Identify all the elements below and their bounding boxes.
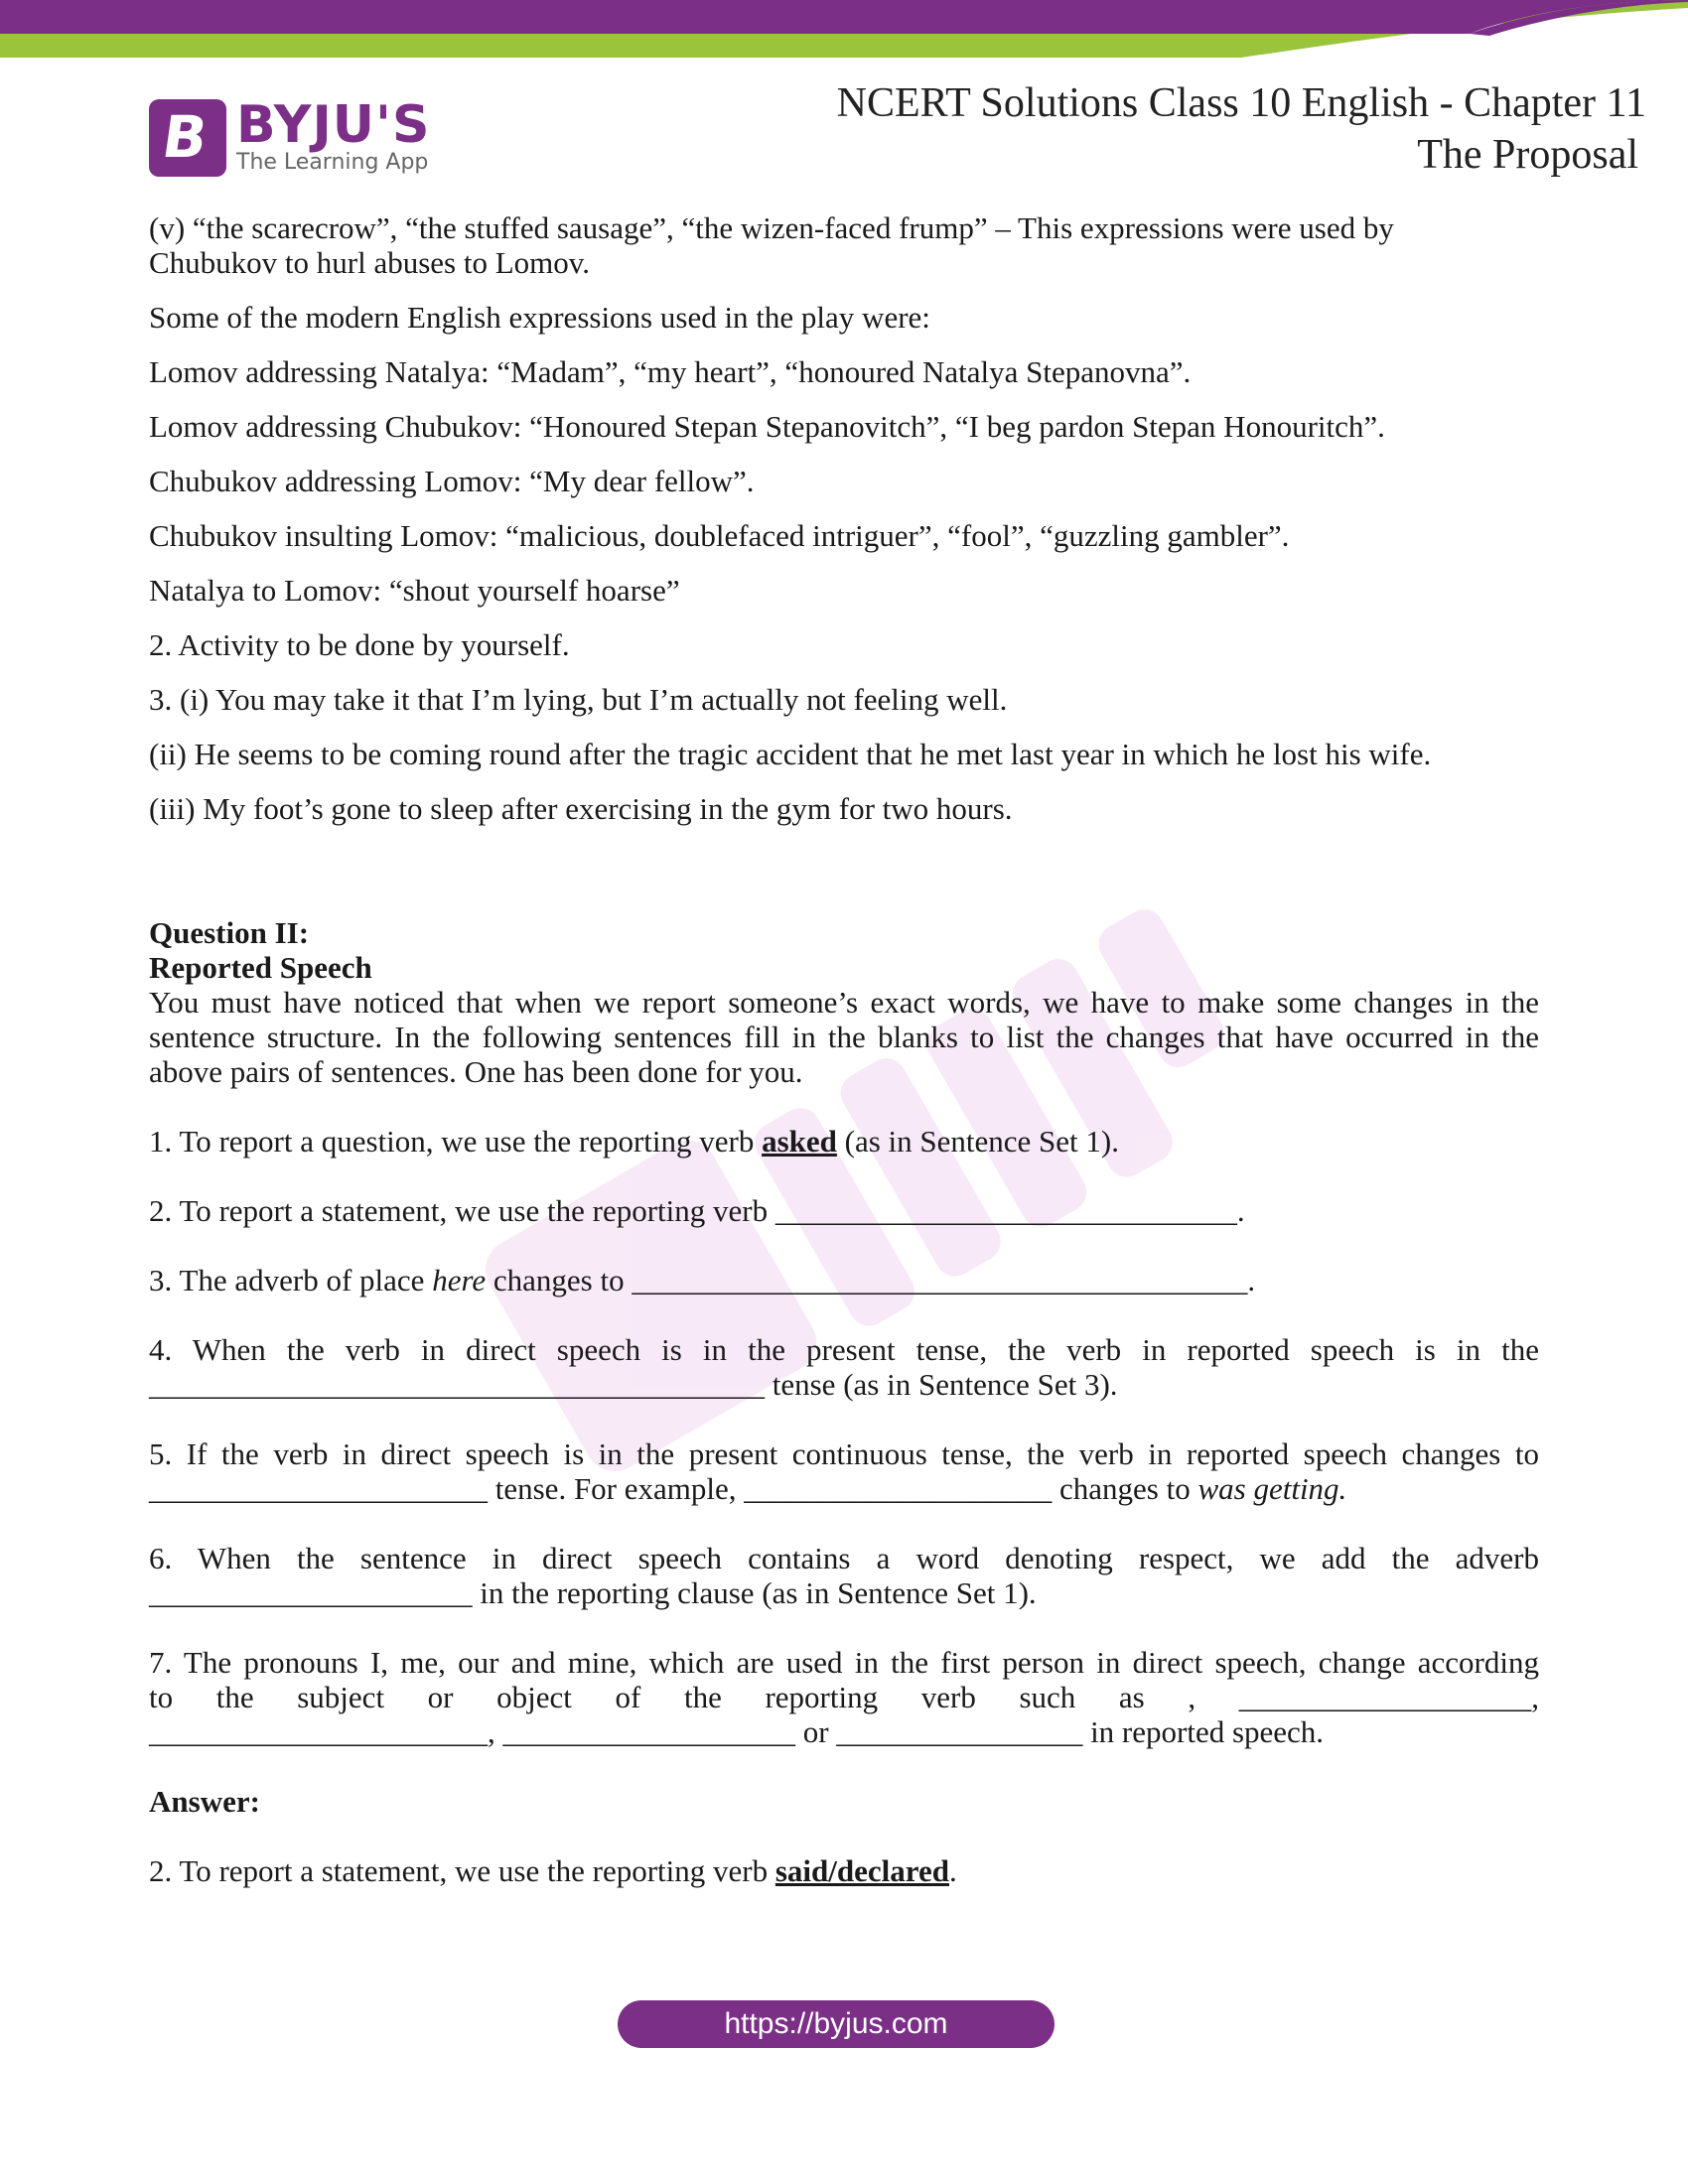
logo-tagline: The Learning App <box>236 150 429 175</box>
answer-asked: asked <box>762 1124 837 1159</box>
logo-name: BYJU'S <box>236 95 431 155</box>
para-insult: Chubukov insulting Lomov: “malicious, doublefaced intriguer”, “fool”, “guzzling gambler”. <box>149 518 1290 553</box>
title-line-1: NCERT Solutions Class 10 English - Chapter 11 <box>836 80 1646 126</box>
byjus-logo <box>149 97 430 179</box>
question-5-line2: ______________________ tense. For example, ____________________ changes to was getting. <box>149 1471 1347 1506</box>
answer-2: 2. To report a statement, we use the reporting verb said/declared. <box>149 1853 957 1888</box>
para-chubukov: Lomov addressing Chubukov: “Honoured Stepan Stepanovitch”, “I beg pardon Stepan Honouritch”. <box>149 409 1385 444</box>
para-v-line1: (v) “the scarecrow”, “the stuffed sausage”, “the wizen-faced frump” – This expressions were used by <box>149 210 1394 245</box>
question-subheading: Reported Speech <box>149 950 372 985</box>
question-4-line1: 4. When the verb in direct speech is in the present tense, the verb in reported speech is in the <box>149 1332 1539 1367</box>
question-6-line1: 6. When the sentence in direct speech contains a word denoting respect, we add the adverb <box>149 1541 1539 1575</box>
question-heading: Question II: <box>149 915 310 950</box>
para-3-iii: (iii) My foot’s gone to sleep after exercising in the gym for two hours. <box>149 791 1013 826</box>
answer-heading: Answer: <box>149 1784 260 1819</box>
question-6-line2: _____________________ in the reporting clause (as in Sentence Set 1). <box>149 1575 1037 1610</box>
footer-url-link[interactable]: https://byjus.com <box>618 2000 1055 2048</box>
para-v-line2: Chubukov to hurl abuses to Lomov. <box>149 245 591 280</box>
para-modern: Some of the modern English expressions used in the play were: <box>149 300 930 335</box>
document-body <box>149 210 1539 1888</box>
question-5-line1: 5. If the verb in direct speech is in the present continuous tense, the verb in reported speech changes to <box>149 1436 1539 1471</box>
para-3-ii: (ii) He seems to be coming round after the tragic accident that he met last year in which he lost his wife. <box>149 737 1432 771</box>
para-activity: 2. Activity to be done by yourself. <box>149 627 570 662</box>
para-hoarse: Natalya to Lomov: “shout yourself hoarse” <box>149 573 680 608</box>
para-dear-fellow: Chubukov addressing Lomov: “My dear fellow”. <box>149 464 755 498</box>
answer-said-declared: said/declared <box>774 1853 949 1888</box>
para-3-i: 3. (i) You may take it that I’m lying, but I’m actually not feeling well. <box>149 682 1008 717</box>
question-2: 2. To report a statement, we use the reporting verb ______________________________. <box>149 1193 1245 1228</box>
question-7-line3: ______________________, ___________________ or ________________ in reported speech. <box>149 1714 1325 1749</box>
question-3: 3. The adverb of place here changes to ________________________________________. <box>149 1263 1256 1297</box>
para-natalya: Lomov addressing Natalya: “Madam”, “my heart”, “honoured Natalya Stepanovna”. <box>149 354 1192 389</box>
question-1: 1. To report a question, we use the reporting verb asked (as in Sentence Set 1). <box>149 1124 1119 1159</box>
question-7-line1: 7. The pronouns I, me, our and mine, which are used in the first person in direct speech, change according <box>149 1645 1539 1680</box>
question-4-line2: ________________________________________ tense (as in Sentence Set 3). <box>149 1367 1118 1402</box>
title-line-2: The Proposal <box>1417 132 1638 178</box>
header-band <box>0 0 1688 60</box>
page-title <box>837 77 1646 181</box>
question-7-line2: to the subject or object of the reporting verb such as , ___________________, <box>149 1680 1539 1714</box>
question-intro: You must have noticed that when we report someone’s exact words, we have to make some changes in the sentence structure. In the following sentences fill in the blanks to list the changes that have occurred in the above pairs of sentences. One has been done for you. <box>149 985 1539 1089</box>
logo-mark: B <box>149 99 226 177</box>
